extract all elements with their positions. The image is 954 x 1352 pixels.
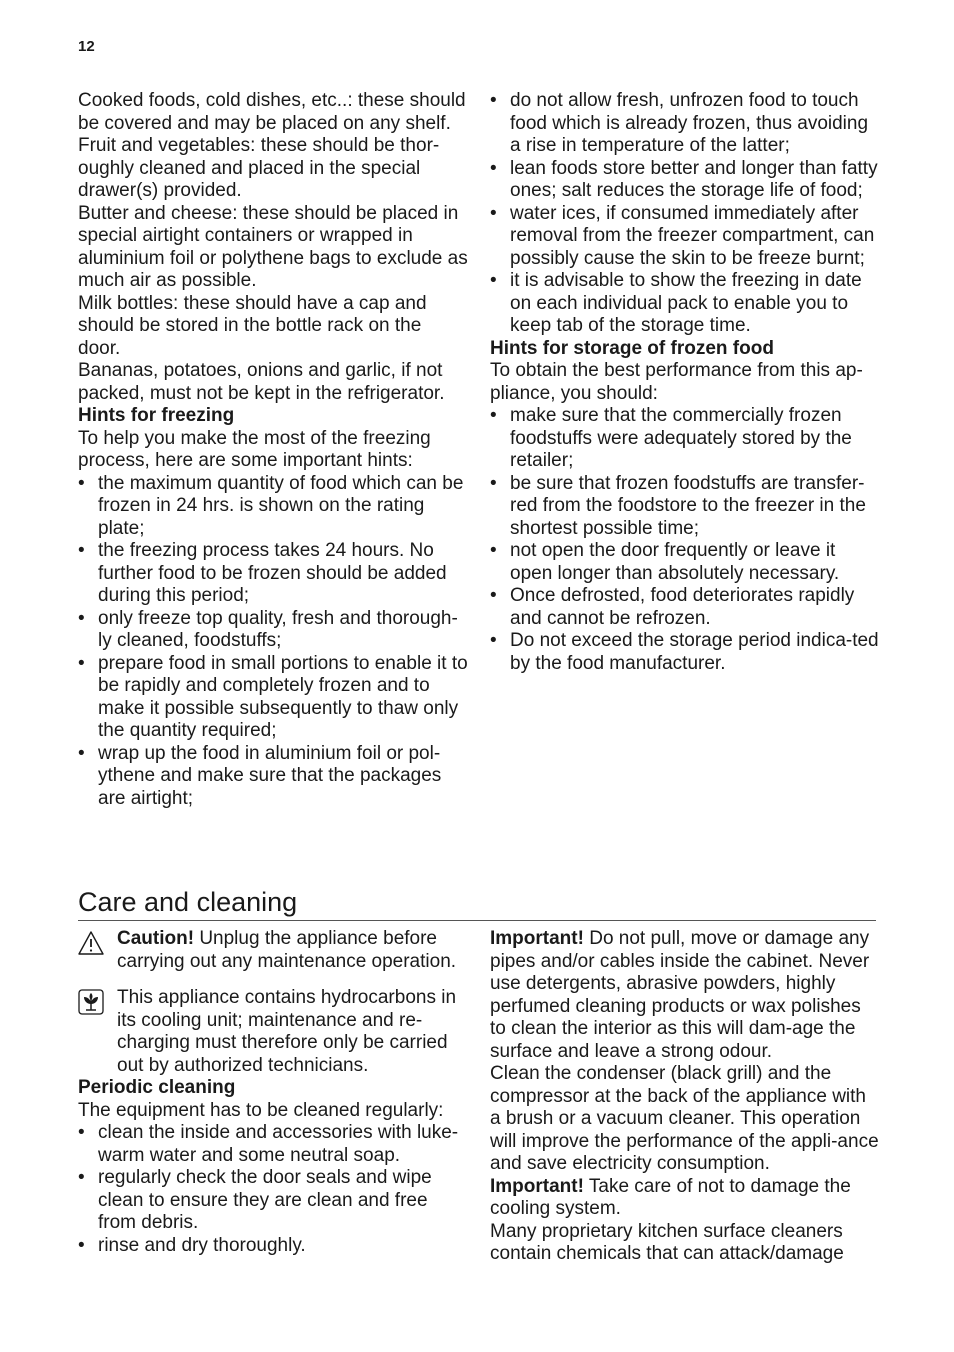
hints-storage-list bbox=[490, 405, 880, 675]
list-item: • wrap up the food in aluminium foil or pol-ythene and make sure that the packages are airtight; bbox=[78, 743, 468, 811]
caution-notice bbox=[78, 928, 468, 973]
list-item: • lean foods store better and longer than fatty ones; salt reduces the storage life of food; bbox=[490, 158, 880, 203]
list-item: • regularly check the door seals and wipe clean to ensure they are clean and free from debris. bbox=[78, 1167, 468, 1235]
page-number: 12 bbox=[78, 38, 95, 55]
hints-freezing-intro: To help you make the most of the freezing process, here are some important hints: bbox=[78, 427, 431, 471]
storage-paragraph: Butter and cheese: these should be placed in special airtight containers or wrapped in aluminium foil or polythene bags to exclude as much air as possible. bbox=[78, 202, 468, 291]
top-right-column bbox=[490, 90, 880, 675]
hints-storage-heading: Hints for storage of frozen food bbox=[490, 337, 774, 359]
hints-freezing-heading: Hints for freezing bbox=[78, 405, 235, 426]
environment-plant-icon bbox=[78, 989, 104, 1015]
important-label: Important! bbox=[490, 928, 584, 949]
bottom-left-column bbox=[78, 928, 468, 1257]
storage-paragraph: Milk bottles: these should have a cap and should be stored in the bottle rack on the door. bbox=[78, 292, 427, 359]
list-item: • water ices, if consumed immediately after removal from the freezer compartment, can possibly cause the skin to be freeze burnt; bbox=[490, 203, 880, 271]
care-and-cleaning-title: Care and cleaning bbox=[78, 886, 876, 921]
caution-text bbox=[117, 928, 468, 973]
list-item: • be sure that frozen foodstuffs are transfer-red from the foodstore to the freezer in the shortest possible time; bbox=[490, 473, 880, 541]
list-item: • prepare food in small portions to enable it to be rapidly and completely frozen and to make it possible subsequently to thaw only the quantity required; bbox=[78, 653, 468, 743]
list-item: • clean the inside and accessories with luke-warm water and some neutral soap. bbox=[78, 1122, 468, 1167]
periodic-cleaning-list bbox=[78, 1122, 468, 1257]
list-item: • the maximum quantity of food which can be frozen in 24 hrs. is shown on the rating plate; bbox=[78, 473, 468, 541]
freezing-hints-continued-list bbox=[490, 90, 880, 338]
list-item: • do not allow fresh, unfrozen food to touch food which is already frozen, thus avoiding a rise in temperature of the latter; bbox=[490, 90, 880, 158]
list-item: • make sure that the commercially frozen foodstuffs were adequately stored by the retailer; bbox=[490, 405, 880, 473]
list-item: • the freezing process takes 24 hours. No further food to be frozen should be added during this period; bbox=[78, 540, 468, 608]
list-item: • Once defrosted, food deteriorates rapidly and cannot be refrozen. bbox=[490, 585, 880, 630]
warning-triangle-icon bbox=[78, 930, 104, 956]
bottom-right-column bbox=[490, 928, 880, 1266]
condenser-paragraph: Clean the condenser (black grill) and the compressor at the back of the appliance with a brush or a vacuum cleaner. This operation will improve the performance of the appli-ance and save electricity consumption. bbox=[490, 1063, 879, 1174]
cleaners-paragraph: Many proprietary kitchen surface cleaners contain chemicals that can attack/damage bbox=[490, 1220, 844, 1264]
list-item: • not open the door frequently or leave it open longer than absolutely necessary. bbox=[490, 540, 880, 585]
top-left-column bbox=[78, 90, 468, 810]
important-notice-cooling bbox=[490, 1176, 880, 1221]
list-item: • rinse and dry thoroughly. bbox=[78, 1235, 468, 1258]
periodic-cleaning-intro: The equipment has to be cleaned regularly: bbox=[78, 1099, 444, 1121]
list-item: • only freeze top quality, fresh and thorough-ly cleaned, foodstuffs; bbox=[78, 608, 468, 653]
caution-label: Caution! bbox=[117, 928, 195, 949]
caution-body: Unplug the appliance before carrying out any maintenance operation. bbox=[117, 928, 457, 972]
important-label: Important! bbox=[490, 1175, 584, 1197]
list-item: • it is advisable to show the freezing in date on each individual pack to enable you to keep tab of the storage time. bbox=[490, 270, 880, 338]
periodic-cleaning-heading: Periodic cleaning bbox=[78, 1077, 236, 1098]
important-body: Take care of not to damage the cooling system. bbox=[490, 1175, 851, 1219]
storage-paragraph: Fruit and vegetables: these should be thor-oughly cleaned and placed in the special drawer(s) provided. bbox=[78, 135, 440, 201]
list-item: • Do not exceed the storage period indica-ted by the food manufacturer. bbox=[490, 630, 880, 675]
hints-storage-intro: To obtain the best performance from this ap-pliance, you should: bbox=[490, 360, 863, 404]
storage-paragraph: Bananas, potatoes, onions and garlic, if not packed, must not be kept in the refrigerator. bbox=[78, 360, 445, 404]
hydrocarbon-text: This appliance contains hydrocarbons in its cooling unit; maintenance and re-charging must therefore only be carried out by authorized technicians. bbox=[117, 987, 457, 1076]
environment-notice bbox=[78, 987, 468, 1077]
important-notice-pipes bbox=[490, 928, 880, 1063]
important-body: Do not pull, move or damage any pipes and/or cables inside the cabinet. Never use detergents, abrasive powders, highly perfumed cleaning products or wax polishes to clean the interior as this will dam-age the surface and leave a strong odour. bbox=[490, 928, 870, 1062]
storage-paragraph: Cooked foods, cold dishes, etc..: these should be covered and may be placed on any shelf. bbox=[78, 90, 466, 134]
hints-freezing-list bbox=[78, 473, 468, 811]
